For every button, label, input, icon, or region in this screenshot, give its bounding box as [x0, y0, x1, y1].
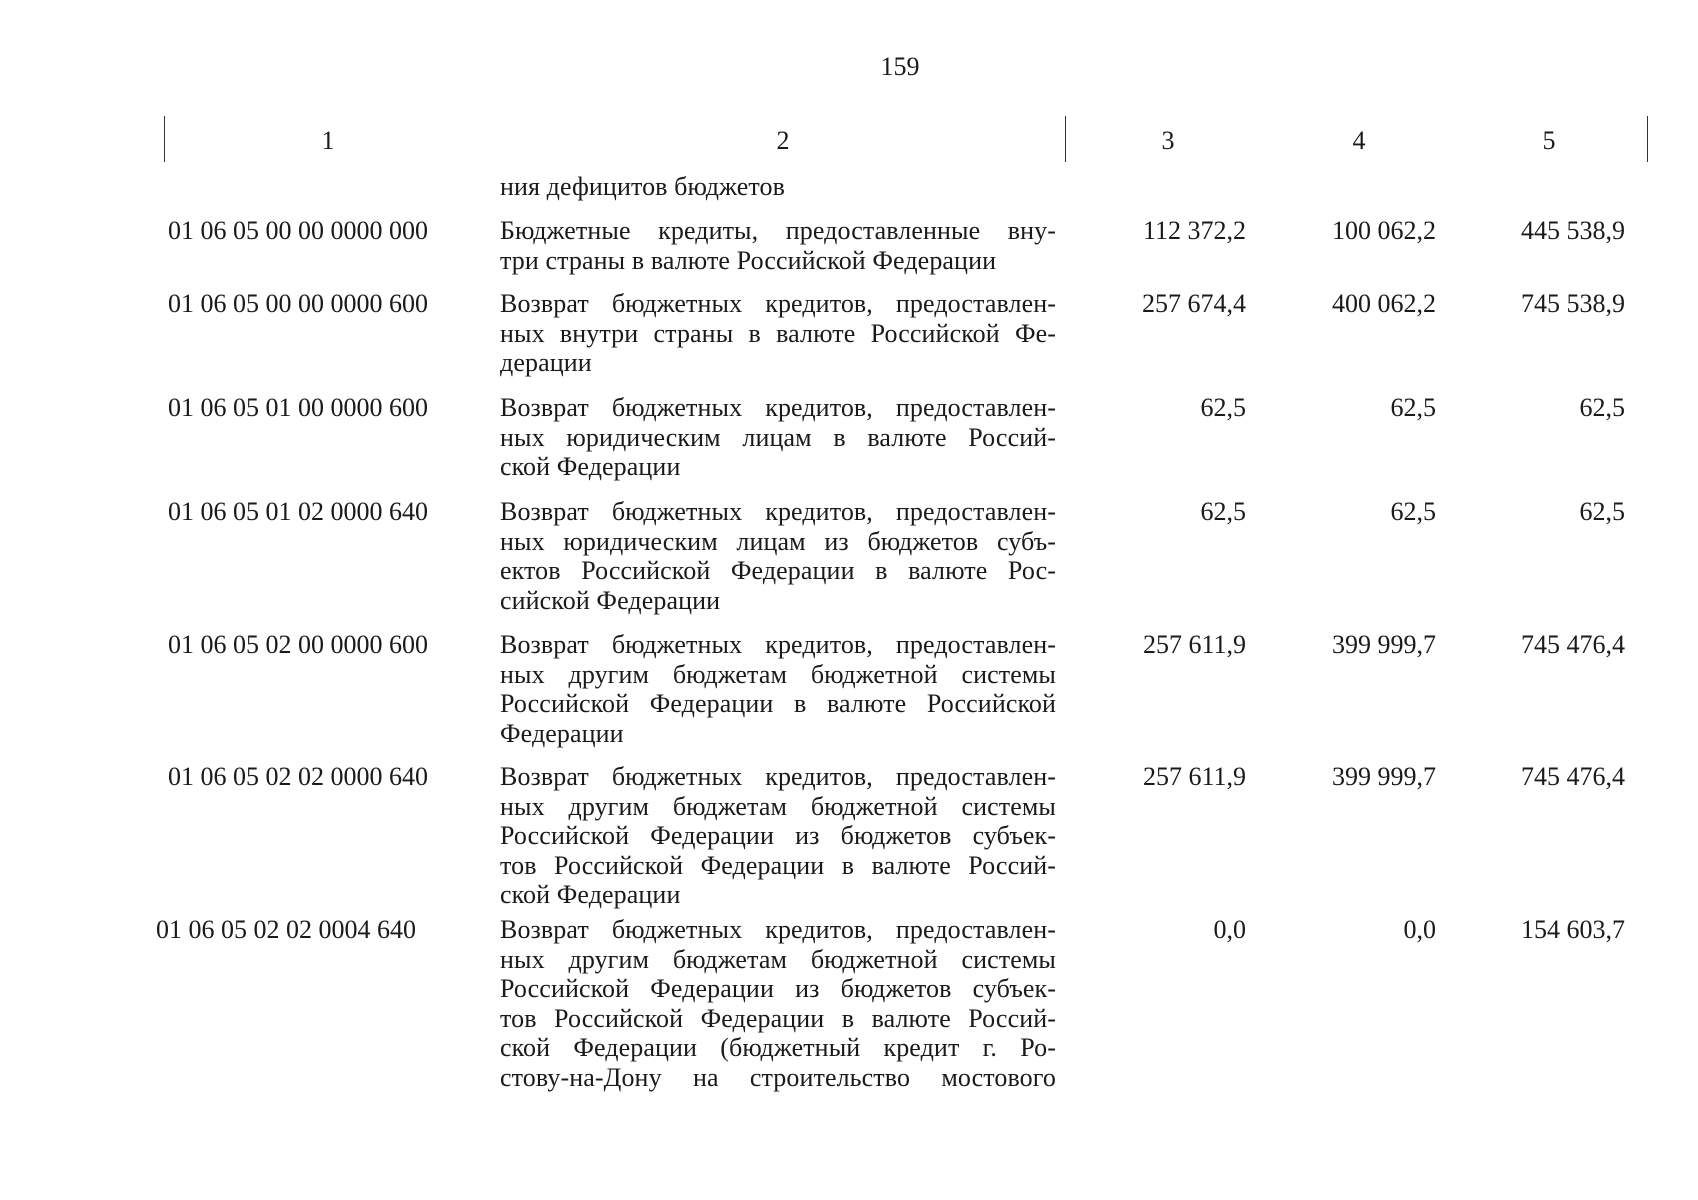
column-header-2: 2 [776, 126, 790, 155]
value-col5: 745 476,4 [1521, 762, 1625, 791]
description-line: ных другим бюджетам бюджетной системы [500, 944, 1056, 974]
value-col3: 257 611,9 [1142, 630, 1246, 659]
row-description [500, 393, 1056, 482]
value-col3: 257 674,4 [1142, 289, 1246, 318]
description-line: ской Федерации [500, 880, 681, 909]
description-line: ных юридическим лицам в валюте Россий- [500, 422, 1056, 452]
page-number: 159 [880, 52, 920, 81]
description-line: Возврат бюджетных кредитов, предоставлен- [500, 497, 1056, 526]
description-line: ных другим бюджетам бюджетной системы [500, 791, 1056, 821]
description-line: ных юридическим лицам из бюджетов субъ- [500, 526, 1056, 556]
description-line: ных внутри страны в валюте Российской Фе- [500, 318, 1056, 348]
value-col3: 257 611,9 [1142, 762, 1246, 791]
description-line: сийской Федерации [500, 585, 721, 615]
row-description [500, 762, 1056, 910]
value-col4: 62,5 [1390, 497, 1436, 526]
value-col4: 0,0 [1403, 915, 1436, 944]
row-code: 01 06 05 01 02 0000 640 [168, 497, 428, 526]
value-col3: 112 372,2 [1142, 216, 1246, 245]
value-col5: 745 538,9 [1521, 289, 1625, 318]
description-line: тов Российской Федерации в валюте Россий- [500, 1003, 1056, 1033]
value-col4: 399 999,7 [1332, 630, 1436, 659]
value-col3: 62,5 [1200, 393, 1246, 422]
row-description [500, 216, 1056, 275]
value-col4: 62,5 [1390, 393, 1436, 422]
row-code: 01 06 05 02 02 0004 640 [156, 915, 416, 944]
row-code: 01 06 05 00 00 0000 000 [168, 216, 428, 245]
row-code: 01 06 05 01 00 0000 600 [168, 393, 428, 422]
description-line: ных другим бюджетам бюджетной системы [500, 659, 1056, 689]
description-line: стову-на-Дону на строительство мостового [500, 1062, 1056, 1092]
value-col5: 62,5 [1579, 393, 1625, 422]
value-col3: 0,0 [1213, 915, 1246, 944]
value-col4: 399 999,7 [1332, 762, 1436, 791]
header-column-divider [1065, 116, 1066, 162]
column-header-5: 5 [1542, 126, 1556, 155]
description-line: тов Российской Федерации в валюте Россий- [500, 850, 1056, 880]
description-line: три страны в валюте Российской Федерации [500, 245, 997, 275]
row-description [500, 915, 1056, 1092]
value-col4: 400 062,2 [1332, 289, 1436, 318]
description-line: ской Федерации [500, 452, 681, 481]
description-line: Возврат бюджетных кредитов, предоставлен- [500, 289, 1056, 318]
description-line: Российской Федерации из бюджетов субъек- [500, 974, 1056, 1003]
description-line: Возврат бюджетных кредитов, предоставлен- [500, 915, 1056, 944]
column-header-1: 1 [321, 126, 335, 155]
row-code: 01 06 05 00 00 0000 600 [168, 289, 428, 318]
value-col4: 100 062,2 [1332, 216, 1436, 245]
value-col5: 62,5 [1579, 497, 1625, 526]
value-col5: 745 476,4 [1521, 630, 1625, 659]
value-col3: 62,5 [1200, 497, 1246, 526]
description-line: ской Федерации (бюджетный кредит г. Ро- [500, 1033, 1056, 1062]
description-line: Возврат бюджетных кредитов, предоставлен- [500, 393, 1056, 422]
description-line: Бюджетные кредиты, предоставленные вну- [500, 216, 1056, 245]
description-line: Российской Федерации в валюте Российской [500, 689, 1056, 718]
header-left-border [164, 116, 165, 162]
value-col5: 445 538,9 [1521, 216, 1625, 245]
row-code: 01 06 05 02 00 0000 600 [168, 630, 428, 659]
continuation-text: ния дефицитов бюджетов [500, 172, 785, 201]
description-line: Возврат бюджетных кредитов, предоставлен- [500, 630, 1056, 659]
description-line: дерации [500, 348, 592, 377]
row-description [500, 630, 1056, 748]
header-right-border [1647, 116, 1648, 162]
column-header-3: 3 [1161, 126, 1175, 155]
description-line: Федерации [500, 718, 624, 748]
description-line: Возврат бюджетных кредитов, предоставлен- [500, 762, 1056, 791]
column-header-4: 4 [1352, 126, 1366, 155]
description-line: Российской Федерации из бюджетов субъек- [500, 821, 1056, 850]
row-description [500, 289, 1056, 378]
description-line: ектов Российской Федерации в валюте Рос- [500, 556, 1056, 585]
row-code: 01 06 05 02 02 0000 640 [168, 762, 428, 791]
row-description [500, 497, 1056, 615]
value-col5: 154 603,7 [1521, 915, 1625, 944]
